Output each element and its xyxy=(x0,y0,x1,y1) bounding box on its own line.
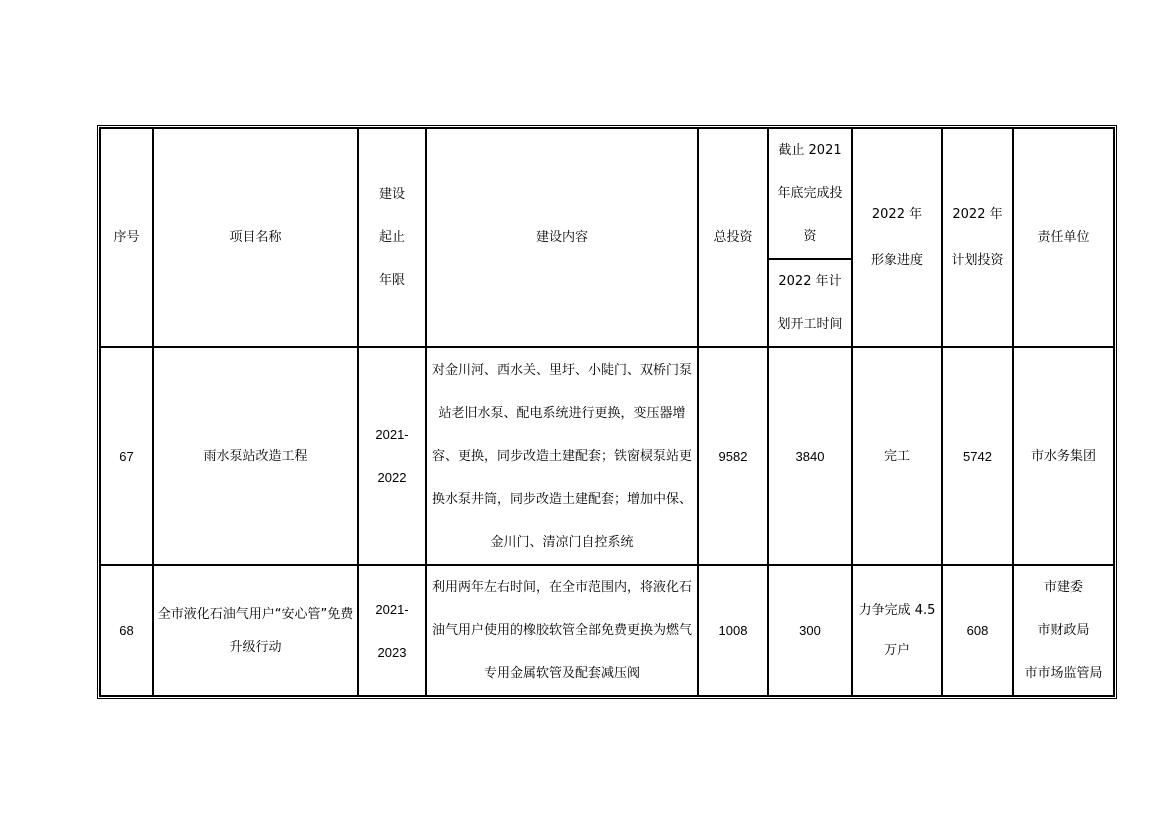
header-name: 项目名称 xyxy=(153,128,358,347)
table-row xyxy=(100,347,1114,565)
row-progress: 完工 xyxy=(852,347,942,565)
row-completed: 3840 xyxy=(768,347,852,565)
row-completed: 300 xyxy=(768,565,852,696)
header-completed: 截止 2021 年底完成投 资 xyxy=(768,128,852,259)
row-name: 雨水泵站改造工程 xyxy=(153,347,358,565)
header-plan-invest: 2022 年 计划投资 xyxy=(942,128,1013,347)
header-seq: 序号 xyxy=(100,128,153,347)
row-plan-invest: 608 xyxy=(942,565,1013,696)
row-seq: 67 xyxy=(100,347,153,565)
header-row xyxy=(100,128,1114,259)
row-seq: 68 xyxy=(100,565,153,696)
row-content: 利用两年左右时间，在全市范围内，将液化石油气用户使用的橡胶软管全部免费更换为燃气专用金属软管及配套减压阀 xyxy=(426,565,698,696)
header-progress: 2022 年 形象进度 xyxy=(852,128,942,347)
row-total: 9582 xyxy=(698,347,768,565)
row-plan-invest: 5742 xyxy=(942,347,1013,565)
table-row xyxy=(100,565,1114,696)
header-total: 总投资 xyxy=(698,128,768,347)
row-progress: 力争完成 4.5 万户 xyxy=(852,565,942,696)
project-table xyxy=(97,125,1117,699)
header-content: 建设内容 xyxy=(426,128,698,347)
header-plan-start: 2022 年计 划开工时间 xyxy=(768,259,852,347)
row-unit: 市建委 市财政局 市市场监管局 xyxy=(1013,565,1114,696)
header-period: 建设 起止 年限 xyxy=(358,128,426,347)
row-period: 2021-2023 xyxy=(358,565,426,696)
header-unit: 责任单位 xyxy=(1013,128,1114,347)
row-name: 全市液化石油气用户“安心管”免费升级行动 xyxy=(153,565,358,696)
row-period: 2021-2022 xyxy=(358,347,426,565)
row-content: 对金川河、西水关、里圩、小陡门、双桥门泵站老旧水泵、配电系统进行更换，变压器增容、更换，同步改造土建配套；铁窗棂泵站更换水泵井筒，同步改造土建配套；增加中保、金川门、清凉门自控系统 xyxy=(426,347,698,565)
row-unit: 市水务集团 xyxy=(1013,347,1114,565)
row-total: 1008 xyxy=(698,565,768,696)
